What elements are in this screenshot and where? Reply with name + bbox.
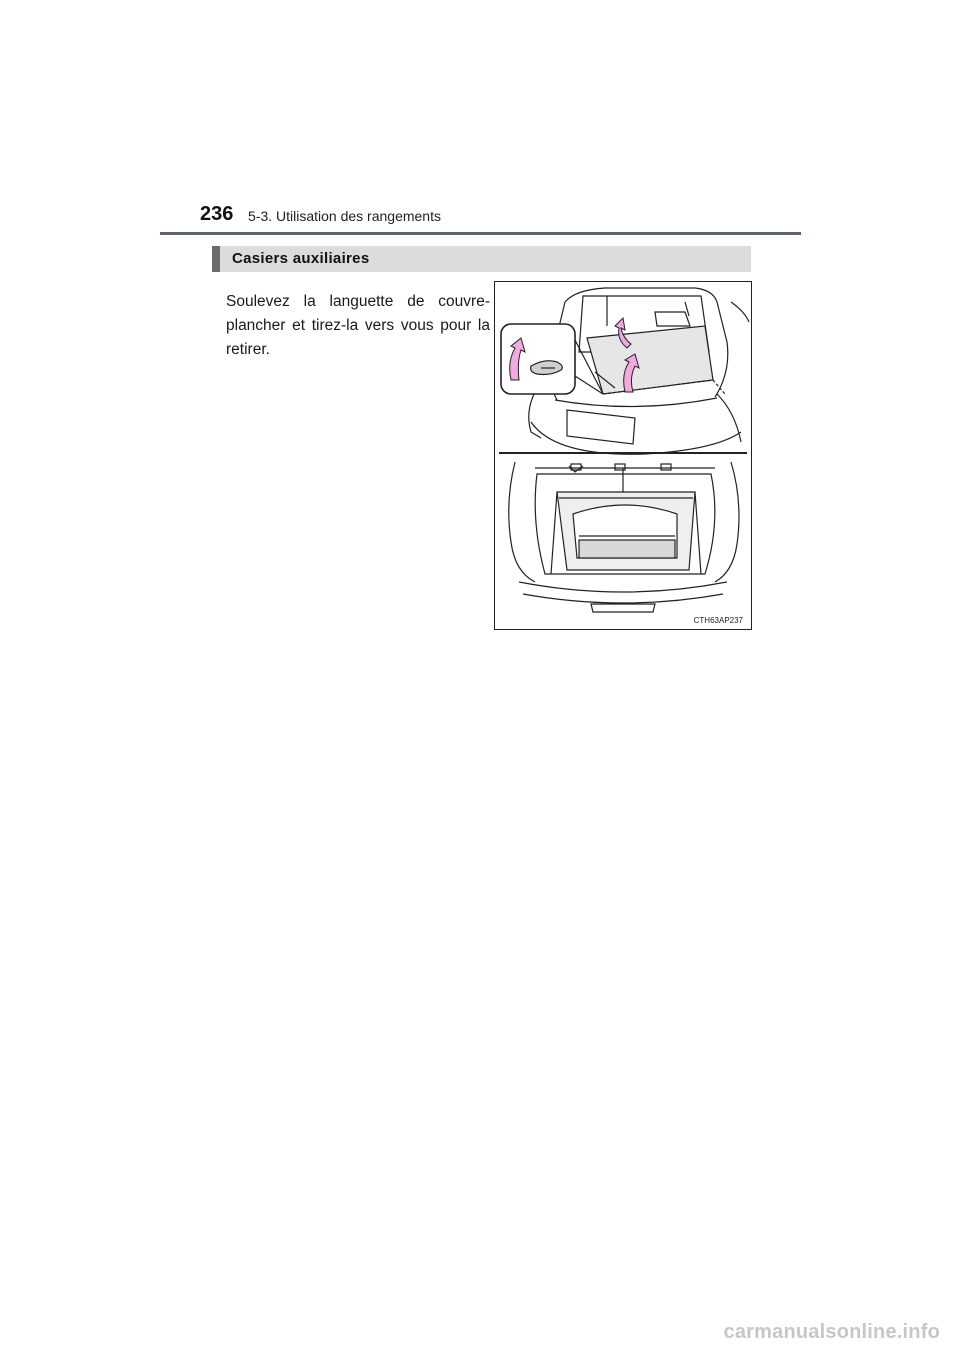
section-title: 5-3. Utilisation des rangements — [248, 208, 441, 224]
watermark: carmanualsonline.info — [723, 1321, 940, 1343]
heading-bar — [212, 246, 751, 272]
body-paragraph: Soulevez la languette de couvre-plancher et tirez-la vers vous pour la retirer. — [226, 293, 490, 358]
page-number: 236 — [200, 203, 234, 225]
trunk-drawing — [495, 282, 751, 629]
header-rule — [160, 232, 801, 235]
heading-text: Casiers auxiliaires — [232, 250, 370, 267]
trunk-illustration — [494, 281, 752, 630]
figure-code: CTH63AP237 — [693, 616, 743, 625]
